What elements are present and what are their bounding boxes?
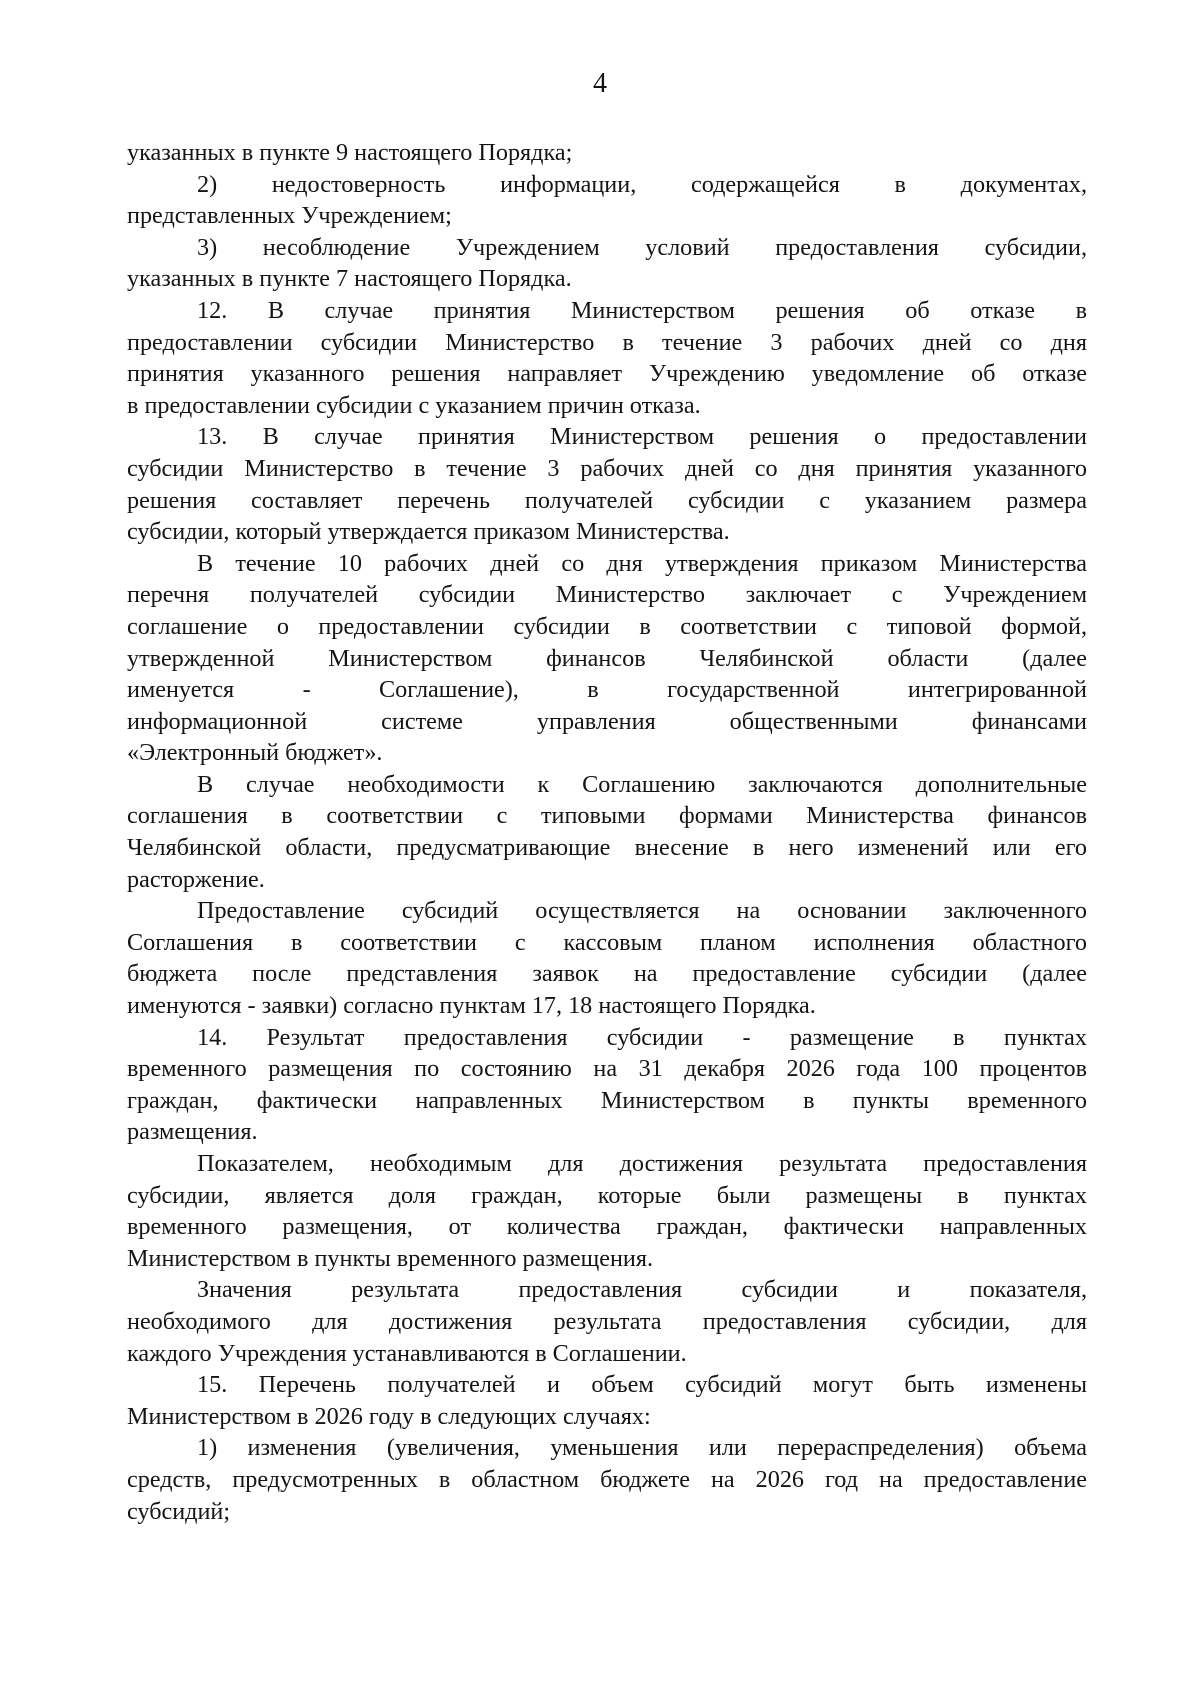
text-line: 13. В случае принятия Министерством решения о предоставлении — [197, 423, 1087, 451]
text-line: утвержденной Министерством финансов Челябинской области (далее — [127, 644, 1087, 672]
text-line: информационной системе управления общественными финансами — [127, 707, 1087, 735]
text-line: указанных в пункте 9 настоящего Порядка; — [127, 139, 573, 166]
text-line: граждан, фактически направленных Министерством в пункты временного — [127, 1086, 1087, 1114]
text-line: именуется - Соглашение), в государственной интегрированной — [127, 676, 1087, 704]
text-line: Соглашения в соответствии с кассовым планом исполнения областного — [127, 928, 1087, 956]
text-line: расторжение. — [127, 865, 265, 893]
text-line: 14. Результат предоставления субсидии - размещение в пунктах — [197, 1023, 1087, 1051]
text-line: Показателем, необходимым для достижения результата предоставления — [197, 1150, 1087, 1177]
text-line: субсидии Министерство в течение 3 рабочих дней со дня принятия указанного — [127, 454, 1087, 482]
text-line: представленных Учреждением; — [127, 202, 452, 230]
text-line: Значения результата предоставления субсидии и показателя, — [197, 1276, 1087, 1304]
text-line: В случае необходимости к Соглашению заключаются дополнительные — [197, 770, 1087, 798]
text-line: средств, предусмотренных в областном бюджете на 2026 год на предоставление — [127, 1465, 1087, 1493]
text-line: бюджета после представления заявок на предоставление субсидии (далее — [127, 960, 1087, 988]
text-line: Челябинской области, предусматривающие внесение в него изменений или его — [127, 834, 1087, 862]
text-line: решения составляет перечень получателей субсидии с указанием размера — [127, 486, 1087, 514]
text-line: каждого Учреждения устанавливаются в Соглашении. — [127, 1339, 687, 1367]
text-line: Министерством в 2026 году в следующих случаях: — [127, 1402, 651, 1430]
text-line: указанных в пункте 7 настоящего Порядка. — [127, 265, 572, 293]
text-line: принятия указанного решения направляет Учреждению уведомление об отказе — [127, 360, 1087, 388]
text-line: соглашения в соответствии с типовыми формами Министерства финансов — [127, 802, 1087, 830]
text-line: Предоставление субсидий осуществляется на основании заключенного — [197, 897, 1087, 925]
text-line: временного размещения, от количества граждан, фактически направленных — [127, 1213, 1087, 1241]
text-line: «Электронный бюджет». — [127, 739, 383, 767]
text-line: субсидий; — [127, 1497, 231, 1525]
document-body — [127, 137, 1087, 1527]
text-line: Министерством в пункты временного размещения. — [127, 1244, 654, 1272]
text-line: 2) недостоверность информации, содержащейся в документах, — [197, 170, 1087, 198]
text-line: 15. Перечень получателей и объем субсидий могут быть изменены — [197, 1371, 1087, 1399]
page-number: 4 — [593, 68, 607, 99]
text-line: В течение 10 рабочих дней со дня утверждения приказом Министерства — [197, 549, 1087, 577]
text-line: 1) изменения (увеличения, уменьшения или перераспределения) объема — [197, 1434, 1087, 1462]
text-line: перечня получателей субсидии Министерство заключает с Учреждением — [127, 581, 1087, 609]
text-line: размещения. — [127, 1118, 258, 1146]
text-line: необходимого для достижения результата предоставления субсидии, для — [127, 1307, 1087, 1335]
text-line: именуются - заявки) согласно пунктам 17, 18 настоящего Порядка. — [127, 992, 816, 1020]
text-line: временного размещения по состоянию на 31 декабря 2026 года 100 процентов — [127, 1055, 1087, 1083]
text-line: субсидии, который утверждается приказом Министерства. — [127, 518, 730, 546]
text-line: соглашение о предоставлении субсидии в соответствии с типовой формой, — [127, 612, 1087, 640]
text-line: предоставлении субсидии Министерство в течение 3 рабочих дней со дня — [127, 328, 1087, 356]
text-line: 12. В случае принятия Министерством решения об отказе в — [197, 296, 1087, 324]
text-line: субсидии, является доля граждан, которые были размещены в пунктах — [127, 1181, 1087, 1209]
text-line: 3) несоблюдение Учреждением условий предоставления субсидии, — [197, 233, 1087, 261]
text-line: в предоставлении субсидии с указанием причин отказа. — [127, 391, 701, 419]
